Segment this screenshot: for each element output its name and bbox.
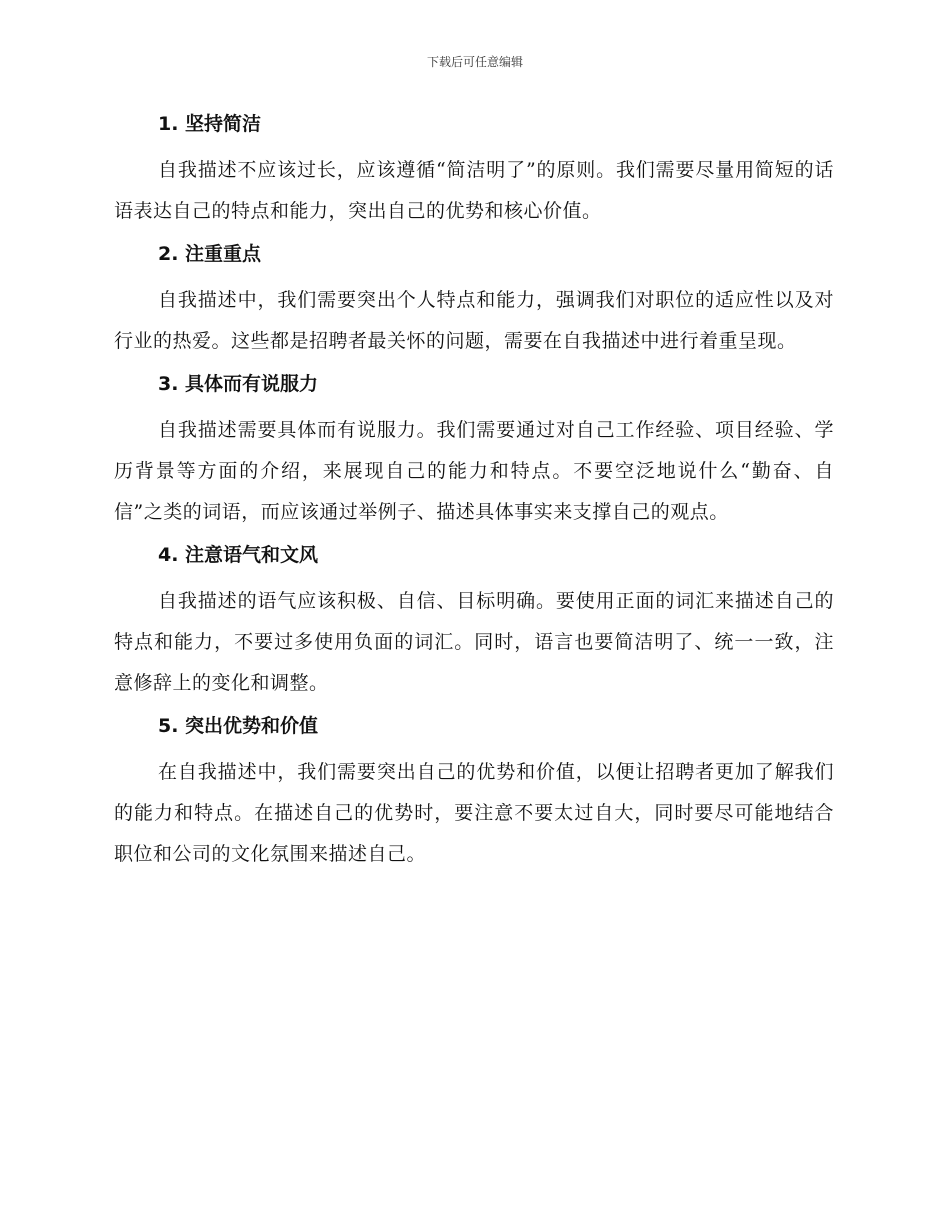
section-paragraph: 在自我描述中，我们需要突出自己的优势和价值，以便让招聘者更加了解我们的能力和特点。在描述自己的优势时，要注意不要太过自大，同时要尽可能地结合职位和公司的文化氛围来描述自己。 bbox=[114, 761, 834, 865]
section-paragraph: 自我描述需要具体而有说服力。我们需要通过对自己工作经验、项目经验、学历背景等方面的介绍，来展现自己的能力和特点。不要空泛地说什么“勤奋、自信”之类的词语，而应该通过举例子、描述具体事实来支撑自己的观点。 bbox=[114, 419, 834, 523]
section-heading: 5. 突出优势和价值 bbox=[158, 715, 319, 737]
section-heading: 4. 注意语气和文风 bbox=[158, 544, 319, 566]
section-1 bbox=[114, 110, 834, 232]
section-heading: 2. 注重重点 bbox=[158, 243, 262, 265]
section-heading: 3. 具体而有说服力 bbox=[158, 373, 319, 395]
section-4 bbox=[114, 541, 834, 704]
section-paragraph: 自我描述不应该过长，应该遵循“简洁明了”的原则。我们需要尽量用简短的话语表达自己的特点和能力，突出自己的优势和核心价值。 bbox=[114, 159, 834, 222]
section-5 bbox=[114, 712, 834, 875]
section-3 bbox=[114, 370, 834, 533]
section-paragraph: 自我描述的语气应该积极、自信、目标明确。要使用正面的词汇来描述自己的特点和能力，不要过多使用负面的词汇。同时，语言也要简洁明了、统一一致，注意修辞上的变化和调整。 bbox=[114, 590, 834, 694]
page-header-note: 下载后可任意编辑 bbox=[426, 55, 523, 69]
document-body bbox=[114, 110, 834, 883]
section-2 bbox=[114, 240, 834, 362]
section-paragraph: 自我描述中，我们需要突出个人特点和能力，强调我们对职位的适应性以及对行业的热爱。这些都是招聘者最关怀的问题，需要在自我描述中进行着重呈现。 bbox=[114, 289, 834, 352]
section-heading: 1. 坚持简洁 bbox=[158, 113, 262, 135]
